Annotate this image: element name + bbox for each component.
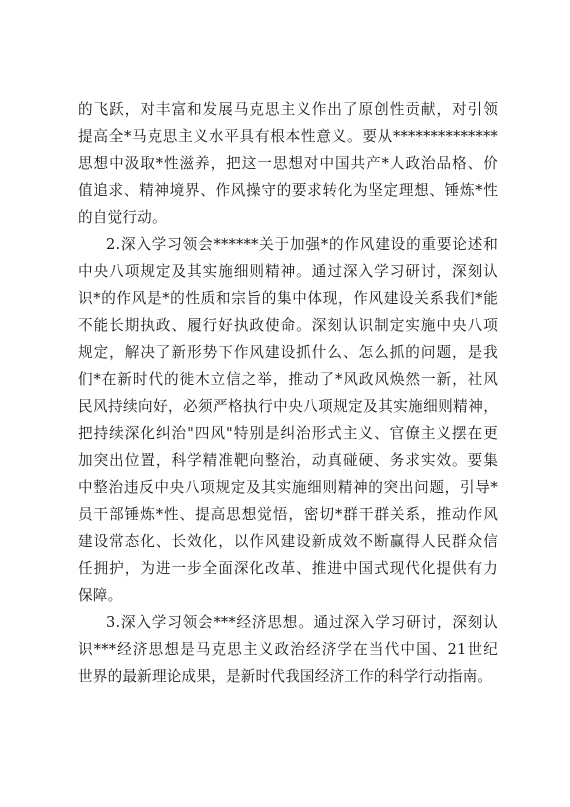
text-line: 识*的作风是*的性质和宗旨的集中体现，作风建设关系我们*能 [78, 290, 498, 307]
paragraph-2 [78, 231, 498, 609]
text-line: 民风持续向好，必须严格执行中央八项规定及其实施细则精神， [78, 398, 498, 415]
paragraph-3 [78, 609, 498, 690]
text-line: 不能长期执政、履行好执政使命。深刻认识制定实施中央八项 [78, 317, 498, 334]
text-line: 识***经济思想是马克思主义政治经济学在当代中国、21世纪 [78, 641, 498, 658]
text-line: 的自觉行动。 [78, 209, 167, 226]
text-line: 中整治违反中央八项规定及其实施细则精神的突出问题，引导* [78, 479, 498, 496]
text-line: 规定，解决了新形势下作风建设抓什么、怎么抓的问题，是我 [78, 344, 498, 361]
text-line: 中央八项规定及其实施细则精神。通过深入学习研讨，深刻认 [78, 263, 498, 280]
text-line: 任拥护，为进一步全面深化改革、推进中国式现代化提供有力 [78, 560, 498, 577]
text-line: 思想中汲取*性滋养，把这一思想对中国共产*人政治品格、价 [78, 155, 498, 172]
text-line: 把持续深化纠治"四风"特别是纠治形式主义、官僚主义摆在更 [78, 425, 498, 442]
text-line: 3.深入学习领会***经济思想。通过深入学习研讨，深刻认 [106, 614, 498, 631]
document-body [78, 96, 498, 690]
text-line: 的飞跃，对丰富和发展马克思主义作出了原创性贡献，对引领 [78, 101, 498, 118]
text-line: 保障。 [78, 587, 123, 604]
text-line: 值追求、精神境界、作风操守的要求转化为坚定理想、锤炼*性 [78, 182, 498, 199]
text-line: 员干部锤炼*性、提高思想觉悟，密切*群干群关系，推动作风 [78, 506, 498, 523]
text-line: 们*在新时代的徙木立信之举，推动了*风政风焕然一新，社风 [78, 371, 498, 388]
text-line: 建设常态化、长效化，以作风建设新成效不断赢得人民群众信 [78, 533, 498, 550]
paragraph-1 [78, 96, 498, 231]
text-line: 世界的最新理论成果，是新时代我国经济工作的科学行动指南。 [78, 668, 493, 685]
text-line: 提高全*马克思主义水平具有根本性意义。要从************** [78, 128, 498, 145]
text-line: 加突出位置，科学精准靶向整治，动真碰硬、务求实效。要集 [78, 452, 498, 469]
text-line: 2.深入学习领会******关于加强*的作风建设的重要论述和 [106, 236, 498, 253]
